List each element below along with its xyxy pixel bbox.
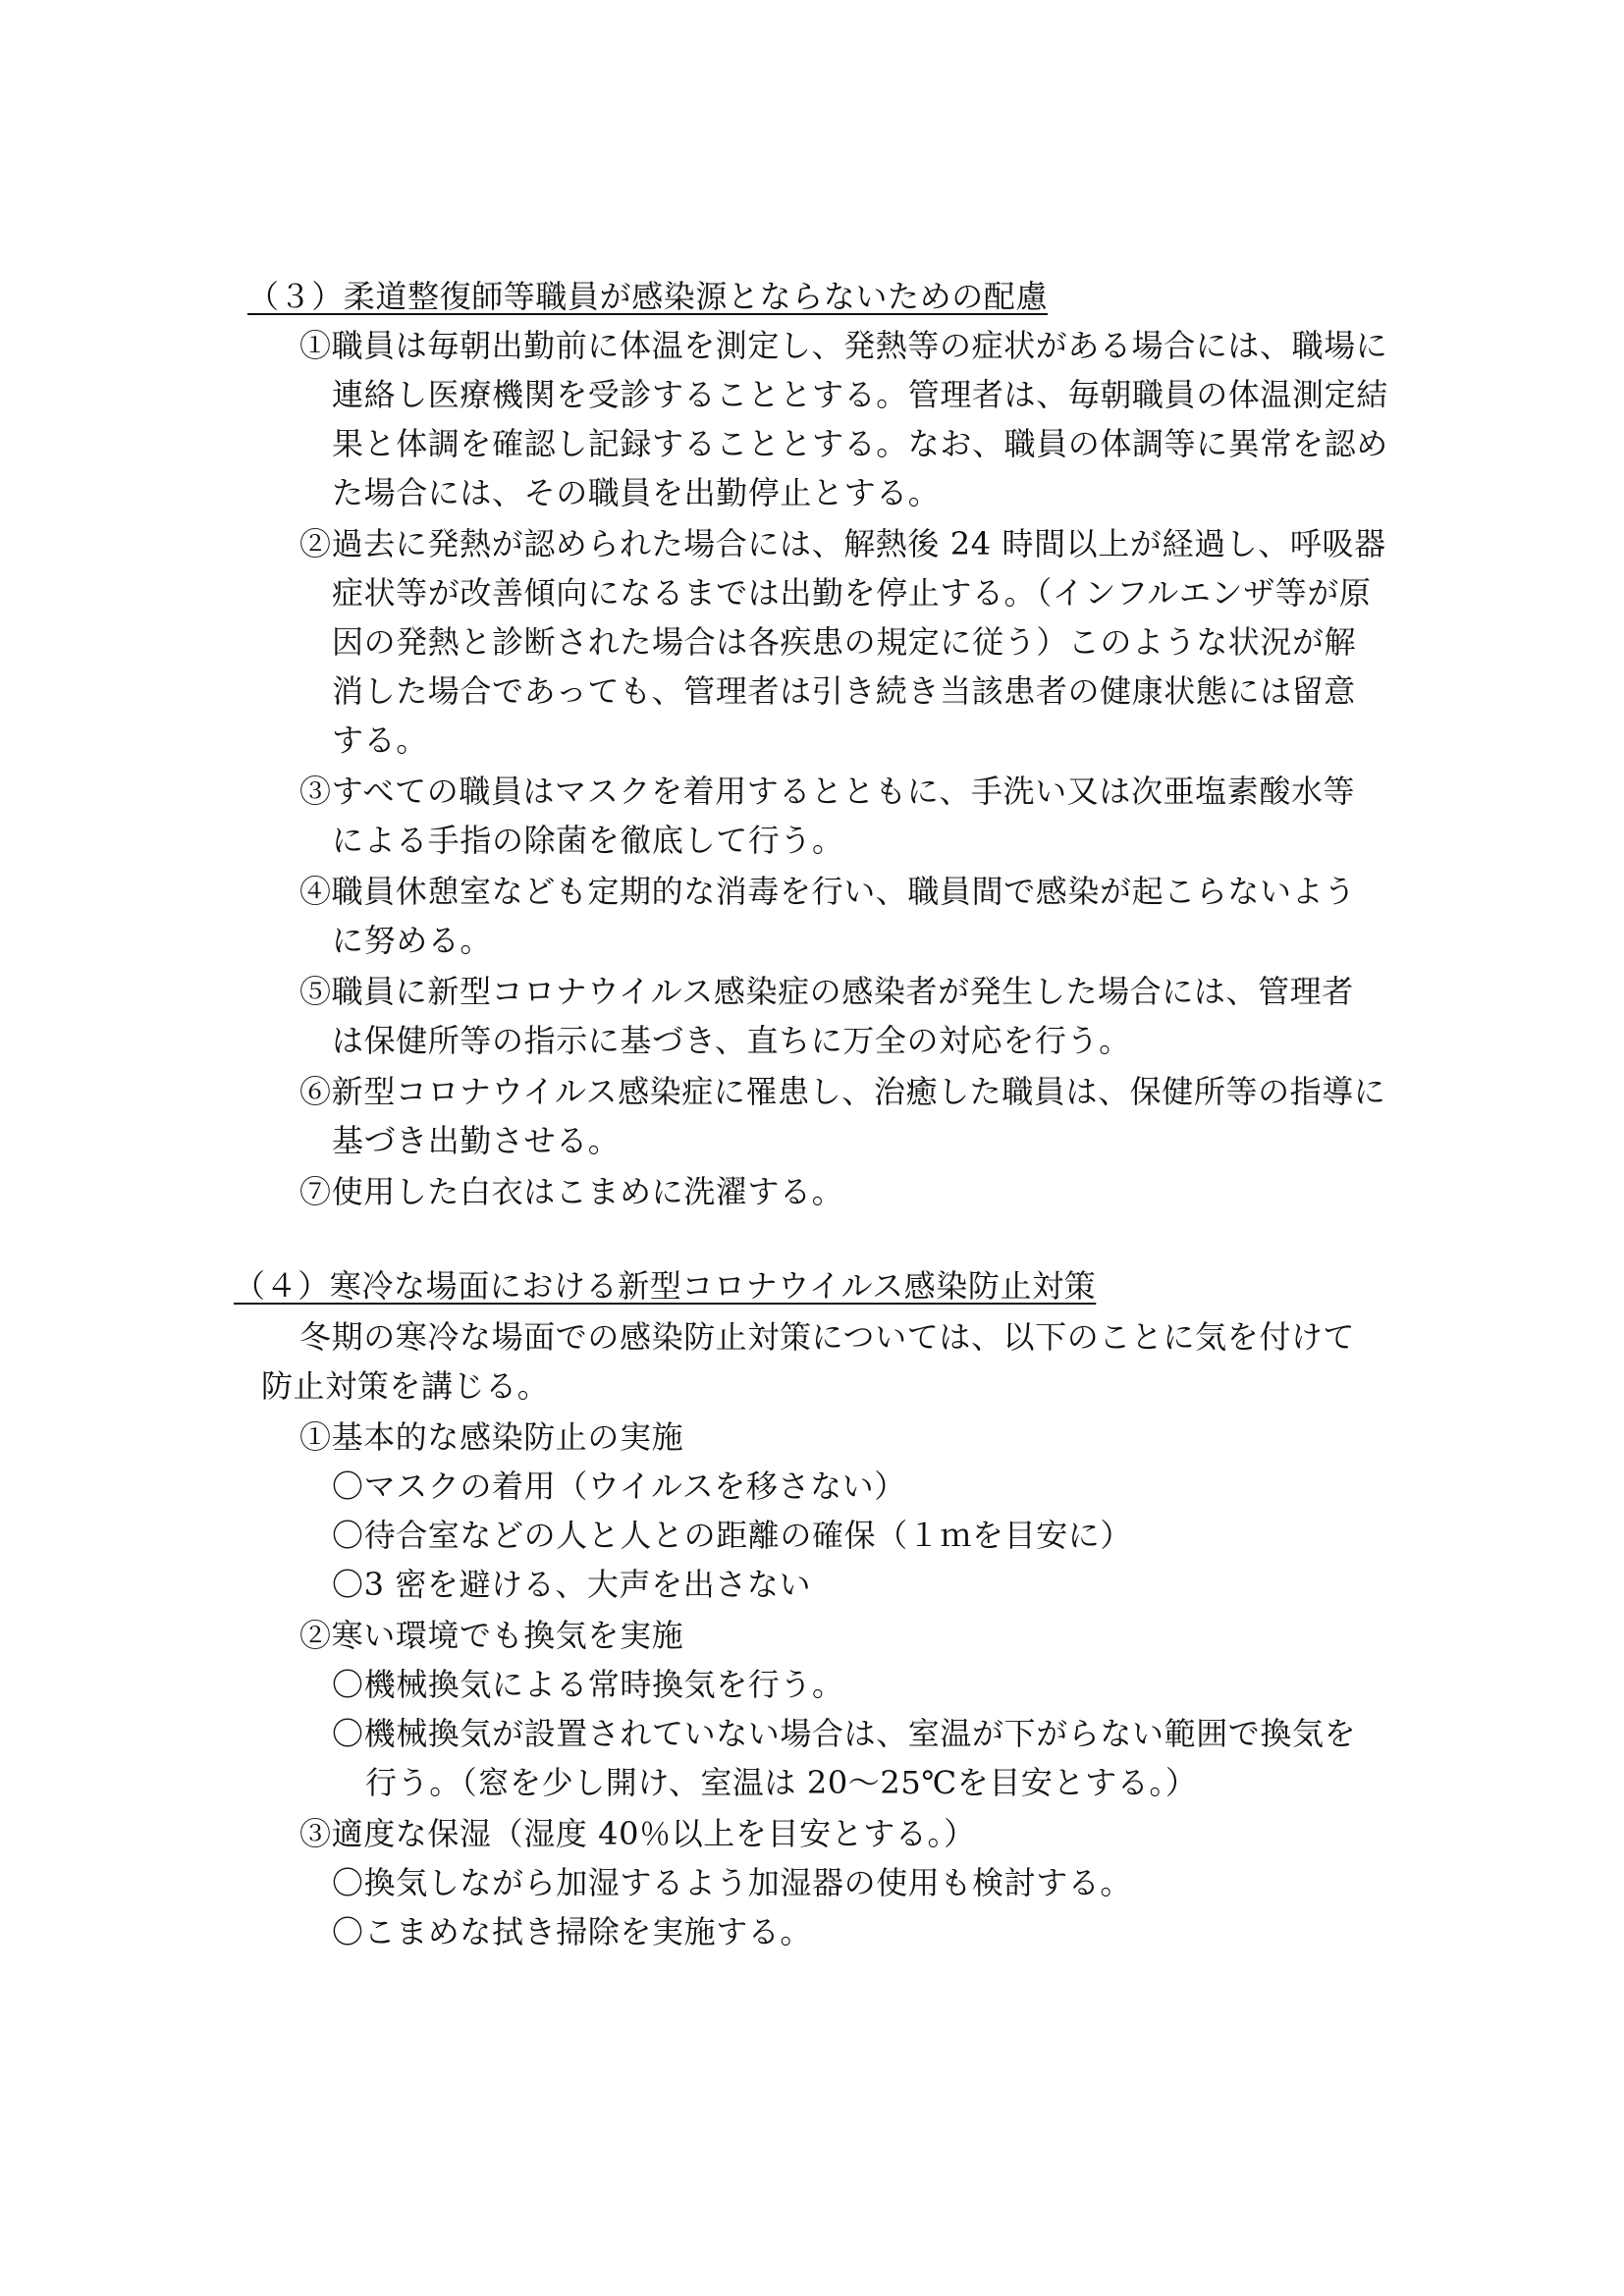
subsection-2-bullet-2: 〇機械換気が設置されていない場合は、室温が下がらない範囲で換気を <box>332 1715 1357 1752</box>
subsection-2-continuation: 行う。（窓を少し開け、室温は 20～25℃を目安とする。） <box>365 1764 1198 1801</box>
subsection-3-bullet-1: 〇換気しながら加湿するよう加湿器の使用も検討する。 <box>332 1864 1133 1901</box>
item-4-line-1: ④職員休憩室なども定期的な消毒を行い、職員間で感染が起こらないよう <box>299 873 1356 910</box>
item-3-line-2: による手指の除菌を徹底して行う。 <box>332 822 844 859</box>
section-4-intro-line-1: 冬期の寒冷な場面での感染防止対策については、以下のことに気を付けて <box>299 1318 1356 1356</box>
item-1-line-4: た場合には、その職員を出勤停止とする。 <box>332 474 941 511</box>
item-1-line-1: ①職員は毎朝出勤前に体温を測定し、発熱等の症状がある場合には、職場に <box>299 327 1388 364</box>
subsection-3-title: ③適度な保湿（湿度 40％以上を目安とする。） <box>299 1815 976 1852</box>
item-3-line-1: ③すべての職員はマスクを着用するとともに、手洗い又は次亜塩素酸水等 <box>299 773 1356 810</box>
section-4-intro-line-2: 防止対策を講じる。 <box>261 1367 550 1405</box>
subsection-3-bullet-2: 〇こまめな拭き掃除を実施する。 <box>332 1913 813 1950</box>
subsection-2-bullet-1: 〇機械換気による常時換気を行う。 <box>332 1666 844 1703</box>
item-2-line-2: 症状等が改善傾向になるまでは出勤を停止する。（インフルエンザ等が原 <box>332 574 1372 612</box>
subsection-1-bullet-3: 〇3 密を避ける、大声を出さない <box>332 1566 812 1603</box>
item-2-line-1: ②過去に発熱が認められた場合には、解熱後 24 時間以上が経過し、呼吸器 <box>299 525 1386 562</box>
item-1-line-2: 連絡し医療機関を受診することとする。管理者は、毎朝職員の体温測定結 <box>332 376 1388 413</box>
item-6-line-1: ⑥新型コロナウイルス感染症に罹患し、治癒した職員は、保健所等の指導に <box>299 1073 1386 1110</box>
subsection-1-title: ①基本的な感染防止の実施 <box>299 1418 684 1456</box>
section-4-heading: （４）寒冷な場面における新型コロナウイルス感染防止対策 <box>234 1267 1097 1305</box>
section-3-heading: （３）柔道整復師等職員が感染源とならないための配慮 <box>247 278 1049 315</box>
item-5-line-2: は保健所等の指示に基づき、直ちに万全の対応を行う。 <box>332 1022 1131 1059</box>
subsection-1-bullet-2: 〇待合室などの人と人との距離の確保（１ｍを目安に） <box>332 1517 1133 1554</box>
item-5-line-1: ⑤職員に新型コロナウイルス感染症の感染者が発生した場合には、管理者 <box>299 973 1354 1010</box>
item-2-line-5: する。 <box>332 721 428 759</box>
subsection-1-bullet-1: 〇マスクの着用（ウイルスを移さない） <box>332 1468 906 1505</box>
item-2-line-4: 消した場合であっても、管理者は引き続き当該患者の健康状態には留意 <box>332 672 1356 710</box>
item-1-line-3: 果と体調を確認し記録することとする。なお、職員の体調等に異常を認め <box>332 425 1388 462</box>
item-4-line-2: に努める。 <box>332 922 493 959</box>
subsection-2-title: ②寒い環境でも換気を実施 <box>299 1617 684 1654</box>
item-6-line-2: 基づき出勤させる。 <box>332 1122 621 1159</box>
item-7-line-1: ⑦使用した白衣はこまめに洗濯する。 <box>299 1173 844 1210</box>
item-2-line-3: 因の発熱と診断された場合は各疾患の規定に従う）このような状況が解 <box>332 623 1357 661</box>
